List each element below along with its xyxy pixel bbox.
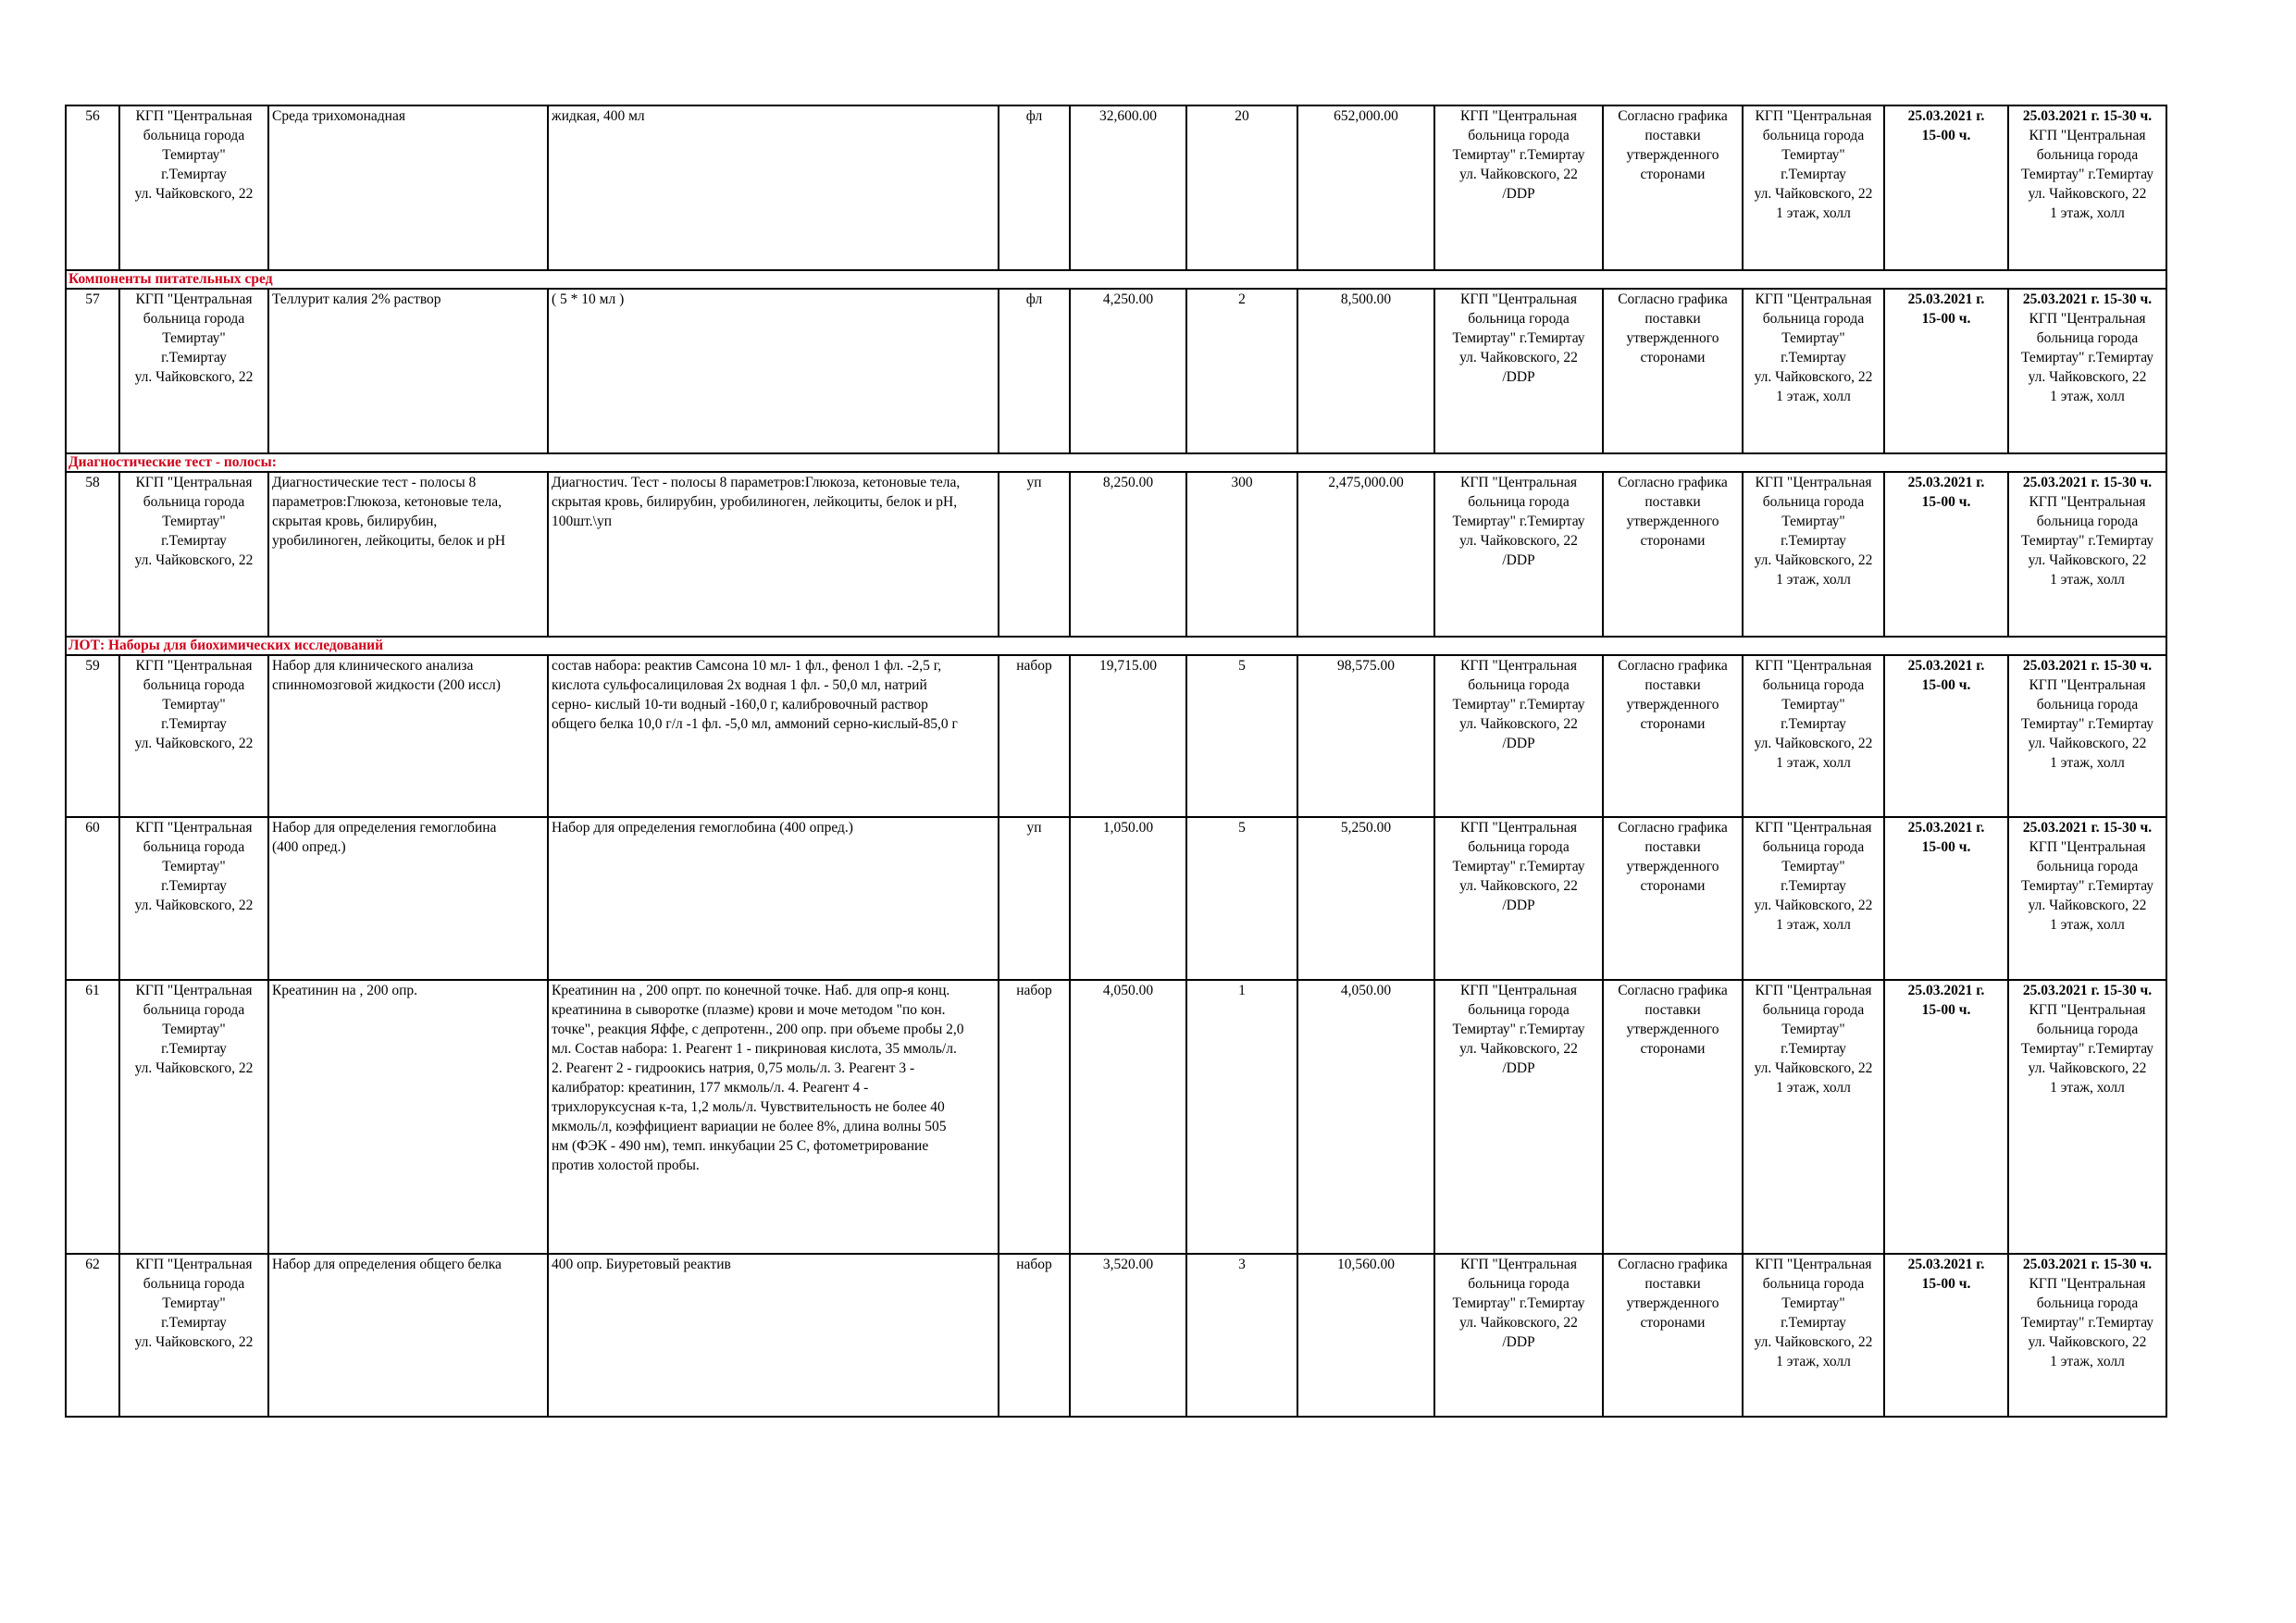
item-name-cell: Набор для определения общего белка (268, 1254, 548, 1417)
section-header-row (66, 637, 2166, 655)
opening-datetime: 25.03.2021 г. 15-30 ч. (2022, 1257, 2153, 1272)
opening-cell (2008, 1254, 2166, 1417)
item-name-cell: Набор для клинического анализа спинномозговой жидкости (200 иссл) (268, 655, 548, 817)
delivery-terms-cell: Согласно графика поставки утвержденного сторонами (1603, 655, 1743, 817)
price-cell: 32,600.00 (1070, 105, 1186, 270)
delivery-terms-cell: Согласно графика поставки утвержденного сторонами (1603, 980, 1743, 1254)
delivery-terms-cell: Согласно графика поставки утвержденного сторонами (1603, 817, 1743, 980)
total-cell: 652,000.00 (1297, 105, 1434, 270)
customer-cell: КГП "Центральная больница города Темиртау" г.Темиртау ул. Чайковского, 22 (119, 1254, 268, 1417)
item-name-cell: Набор для определения гемоглобина (400 опред.) (268, 817, 548, 980)
unit-cell: уп (999, 817, 1070, 980)
opening-place: КГП "Центральная больница города Темиртау" г.Темиртау ул. Чайковского, 22 1 этаж, холл (2020, 128, 2154, 221)
submission-place-cell: КГП "Центральная больница города Темиртау" г.Темиртау ул. Чайковского, 22 1 этаж, холл (1743, 817, 1884, 980)
item-number: 59 (66, 655, 119, 817)
table-row (66, 1254, 2166, 1417)
delivery-place-cell: КГП "Центральная больница города Темиртау" г.Темиртау ул. Чайковского, 22 /DDP (1434, 105, 1603, 270)
opening-datetime: 25.03.2021 г. 15-30 ч. (2022, 658, 2153, 674)
item-number: 58 (66, 472, 119, 637)
delivery-place-cell: КГП "Центральная больница города Темиртау" г.Темиртау ул. Чайковского, 22 /DDP (1434, 472, 1603, 637)
deadline-cell: 25.03.2021 г. 15-00 ч. (1884, 472, 2008, 637)
item-number: 56 (66, 105, 119, 270)
submission-place-cell: КГП "Центральная больница города Темиртау" г.Темиртау ул. Чайковского, 22 1 этаж, холл (1743, 655, 1884, 817)
item-spec-cell: состав набора: реактив Самсона 10 мл- 1 фл., фенол 1 фл. -2,5 г, кислота сульфосалициловая 2х водная 1 фл. - 50,0 мл, натрий серно- кислый 10-ти водный -160,0 г, калибровочный раствор общего белка 10,0 г/л -1 фл. -5,0 мл, аммоний серно-кислый-85,0 г (548, 655, 999, 817)
submission-place-cell: КГП "Центральная больница города Темиртау" г.Темиртау ул. Чайковского, 22 1 этаж, холл (1743, 289, 1884, 453)
opening-datetime: 25.03.2021 г. 15-30 ч. (2022, 291, 2153, 307)
table-row (66, 289, 2166, 453)
delivery-place-cell: КГП "Центральная больница города Темиртау" г.Темиртау ул. Чайковского, 22 /DDP (1434, 980, 1603, 1254)
opening-datetime: 25.03.2021 г. 15-30 ч. (2022, 108, 2153, 124)
total-cell: 5,250.00 (1297, 817, 1434, 980)
unit-cell: уп (999, 472, 1070, 637)
opening-cell (2008, 105, 2166, 270)
deadline-cell: 25.03.2021 г. 15-00 ч. (1884, 655, 2008, 817)
section-header-row (66, 453, 2166, 472)
item-number: 62 (66, 1254, 119, 1417)
price-cell: 19,715.00 (1070, 655, 1186, 817)
delivery-place-cell: КГП "Центральная больница города Темиртау" г.Темиртау ул. Чайковского, 22 /DDP (1434, 1254, 1603, 1417)
delivery-terms-cell: Согласно графика поставки утвержденного сторонами (1603, 289, 1743, 453)
table-row (66, 817, 2166, 980)
quantity-cell: 5 (1186, 655, 1297, 817)
quantity-cell: 300 (1186, 472, 1297, 637)
quantity-cell: 3 (1186, 1254, 1297, 1417)
opening-place: КГП "Центральная больница города Темиртау" г.Темиртау ул. Чайковского, 22 1 этаж, холл (2020, 494, 2154, 588)
item-name-cell: Теллурит калия 2% раствор (268, 289, 548, 453)
delivery-place-cell: КГП "Центральная больница города Темиртау" г.Темиртау ул. Чайковского, 22 /DDP (1434, 655, 1603, 817)
submission-place-cell: КГП "Центральная больница города Темиртау" г.Темиртау ул. Чайковского, 22 1 этаж, холл (1743, 1254, 1884, 1417)
quantity-cell: 1 (1186, 980, 1297, 1254)
item-number: 57 (66, 289, 119, 453)
opening-place: КГП "Центральная больница города Темиртау" г.Темиртау ул. Чайковского, 22 1 этаж, холл (2020, 311, 2154, 404)
section-header-row (66, 270, 2166, 289)
customer-cell: КГП "Центральная больница города Темиртау" г.Темиртау ул. Чайковского, 22 (119, 472, 268, 637)
deadline-cell: 25.03.2021 г. 15-00 ч. (1884, 105, 2008, 270)
opening-cell (2008, 655, 2166, 817)
opening-cell (2008, 289, 2166, 453)
delivery-terms-cell: Согласно графика поставки утвержденного сторонами (1603, 472, 1743, 637)
opening-place: КГП "Центральная больница города Темиртау" г.Темиртау ул. Чайковского, 22 1 этаж, холл (2020, 839, 2154, 933)
procurement-table (65, 105, 2167, 1418)
table-row (66, 472, 2166, 637)
unit-cell: набор (999, 655, 1070, 817)
section-title: Компоненты питательных сред (66, 270, 2166, 289)
table-row (66, 980, 2166, 1254)
price-cell: 4,050.00 (1070, 980, 1186, 1254)
deadline-cell: 25.03.2021 г. 15-00 ч. (1884, 1254, 2008, 1417)
customer-cell: КГП "Центральная больница города Темиртау" г.Темиртау ул. Чайковского, 22 (119, 289, 268, 453)
item-spec-cell: Креатинин на , 200 опрт. по конечной точке. Наб. для опр-я конц. креатинина в сыворотке (плазме) крови и моче методом "по кон. точке", реакция Яффе, с депротенн., 200 опр. при объеме пробы 2,0 мл. Состав набора: 1. Реагент 1 - пикриновая кислота, 35 ммоль/л. 2. Реагент 2 - гидроокись натрия, 0,75 моль/л. 3. Реагент 3 - калибратор: креатинин, 177 мкмоль/л. 4. Реагент 4 - трихлоруксусная к-та, 1,2 моль/л. Чувствительность не более 40 мкмоль/л, коэффициент вариации не более 8%, длина волны 505 нм (ФЭК - 490 нм), темп. инкубации 25 С, фотометрирование против холостой пробы. (548, 980, 999, 1254)
unit-cell: набор (999, 980, 1070, 1254)
opening-cell (2008, 472, 2166, 637)
section-title: ЛОТ: Наборы для биохимических исследований (66, 637, 2166, 655)
opening-cell (2008, 980, 2166, 1254)
table-body (66, 105, 2166, 1417)
quantity-cell: 5 (1186, 817, 1297, 980)
opening-cell (2008, 817, 2166, 980)
item-spec-cell: 400 опр. Биуретовый реактив (548, 1254, 999, 1417)
table-row (66, 105, 2166, 270)
opening-datetime: 25.03.2021 г. 15-30 ч. (2022, 820, 2153, 836)
total-cell: 2,475,000.00 (1297, 472, 1434, 637)
item-name-cell: Диагностические тест - полосы 8 параметров:Глюкоза, кетоновые тела, скрытая кровь, билирубин, уробилиноген, лейкоциты, белок и рН (268, 472, 548, 637)
item-spec-cell: жидкая, 400 мл (548, 105, 999, 270)
item-number: 60 (66, 817, 119, 980)
customer-cell: КГП "Центральная больница города Темиртау" г.Темиртау ул. Чайковского, 22 (119, 980, 268, 1254)
price-cell: 3,520.00 (1070, 1254, 1186, 1417)
item-spec-cell: Набор для определения гемоглобина (400 опред.) (548, 817, 999, 980)
delivery-place-cell: КГП "Центральная больница города Темиртау" г.Темиртау ул. Чайковского, 22 /DDP (1434, 817, 1603, 980)
item-spec-cell: Диагностич. Тест - полосы 8 параметров:Глюкоза, кетоновые тела, скрытая кровь, билирубин, уробилиноген, лейкоциты, белок и рН, 100шт.\уп (548, 472, 999, 637)
total-cell: 98,575.00 (1297, 655, 1434, 817)
quantity-cell: 2 (1186, 289, 1297, 453)
deadline-cell: 25.03.2021 г. 15-00 ч. (1884, 980, 2008, 1254)
price-cell: 1,050.00 (1070, 817, 1186, 980)
section-title: Диагностические тест - полосы: (66, 453, 2166, 472)
quantity-cell: 20 (1186, 105, 1297, 270)
submission-place-cell: КГП "Центральная больница города Темиртау" г.Темиртау ул. Чайковского, 22 1 этаж, холл (1743, 105, 1884, 270)
submission-place-cell: КГП "Центральная больница города Темиртау" г.Темиртау ул. Чайковского, 22 1 этаж, холл (1743, 472, 1884, 637)
item-spec-cell: ( 5 * 10 мл ) (548, 289, 999, 453)
total-cell: 10,560.00 (1297, 1254, 1434, 1417)
opening-place: КГП "Центральная больница города Темиртау" г.Темиртау ул. Чайковского, 22 1 этаж, холл (2020, 1276, 2154, 1369)
customer-cell: КГП "Центральная больница города Темиртау" г.Темиртау ул. Чайковского, 22 (119, 817, 268, 980)
unit-cell: фл (999, 105, 1070, 270)
opening-datetime: 25.03.2021 г. 15-30 ч. (2022, 475, 2153, 490)
customer-cell: КГП "Центральная больница города Темиртау" г.Темиртау ул. Чайковского, 22 (119, 655, 268, 817)
price-cell: 8,250.00 (1070, 472, 1186, 637)
opening-datetime: 25.03.2021 г. 15-30 ч. (2022, 983, 2153, 998)
deadline-cell: 25.03.2021 г. 15-00 ч. (1884, 289, 2008, 453)
delivery-terms-cell: Согласно графика поставки утвержденного сторонами (1603, 1254, 1743, 1417)
submission-place-cell: КГП "Центральная больница города Темиртау" г.Темиртау ул. Чайковского, 22 1 этаж, холл (1743, 980, 1884, 1254)
item-name-cell: Среда трихомонадная (268, 105, 548, 270)
unit-cell: фл (999, 289, 1070, 453)
customer-cell: КГП "Центральная больница города Темиртау" г.Темиртау ул. Чайковского, 22 (119, 105, 268, 270)
opening-place: КГП "Центральная больница города Темиртау" г.Темиртау ул. Чайковского, 22 1 этаж, холл (2020, 1002, 2154, 1096)
table-row (66, 655, 2166, 817)
opening-place: КГП "Центральная больница города Темиртау" г.Темиртау ул. Чайковского, 22 1 этаж, холл (2020, 677, 2154, 771)
item-number: 61 (66, 980, 119, 1254)
item-name-cell: Креатинин на , 200 опр. (268, 980, 548, 1254)
delivery-terms-cell: Согласно графика поставки утвержденного сторонами (1603, 105, 1743, 270)
price-cell: 4,250.00 (1070, 289, 1186, 453)
total-cell: 4,050.00 (1297, 980, 1434, 1254)
deadline-cell: 25.03.2021 г. 15-00 ч. (1884, 817, 2008, 980)
unit-cell: набор (999, 1254, 1070, 1417)
delivery-place-cell: КГП "Центральная больница города Темиртау" г.Темиртау ул. Чайковского, 22 /DDP (1434, 289, 1603, 453)
total-cell: 8,500.00 (1297, 289, 1434, 453)
